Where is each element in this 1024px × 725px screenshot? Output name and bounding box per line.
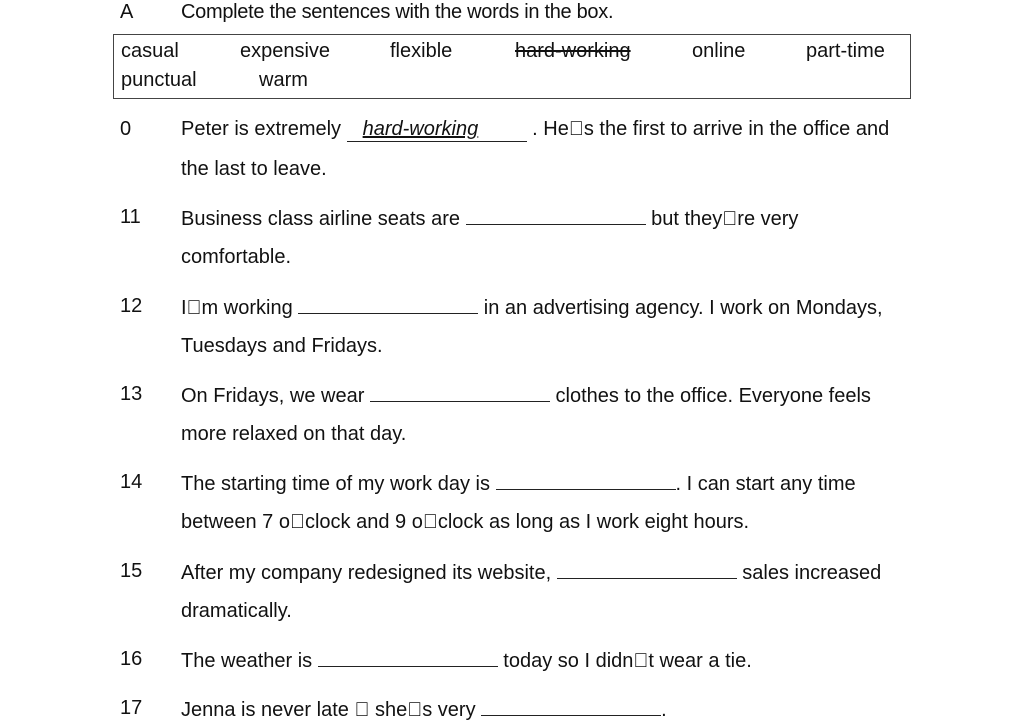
- sentence-start: Business class airline seats are: [181, 208, 466, 230]
- question-number: 16: [120, 648, 143, 670]
- instruction-heading: Complete the sentences with the words in the box.: [181, 1, 614, 23]
- word-box-item: punctual: [121, 69, 197, 91]
- question-sentence-continued: dramatically.: [181, 600, 292, 622]
- question-number: 11: [120, 206, 141, 228]
- answer-example: [347, 118, 527, 142]
- answer-blank[interactable]: [496, 471, 676, 490]
- question-number: 13: [120, 383, 143, 405]
- question-number: 0: [120, 118, 132, 140]
- sentence-end: . He s the first to arrive in the office and: [526, 118, 890, 140]
- question-sentence-continued: Tuesdays and Fridays.: [181, 335, 383, 357]
- question-number: 14: [120, 471, 143, 493]
- sentence-start: After my company redesigned its website,: [181, 562, 557, 584]
- question-sentence-continued: between 7 o clock and 9 o clock as long as I work eight hours.: [181, 511, 750, 533]
- sentence-start: The starting time of my work day is: [181, 473, 496, 495]
- answer-blank[interactable]: [318, 648, 498, 667]
- question-sentence-continued: comfortable.: [181, 246, 292, 268]
- sentence-end: in an advertising agency. I work on Mondays,: [478, 297, 883, 319]
- sentence-end: but they re very: [645, 208, 799, 230]
- word-box-item: expensive: [240, 40, 331, 62]
- sentence-end: sales increased: [736, 562, 882, 584]
- word-box-item: flexible: [390, 40, 453, 62]
- question-sentence: [181, 206, 798, 231]
- question-sentence-continued: the last to leave.: [181, 158, 327, 180]
- question-sentence: [181, 118, 889, 142]
- sentence-end: .: [661, 699, 667, 721]
- answer-blank[interactable]: [466, 206, 646, 225]
- sentence-start: I m working: [181, 297, 299, 319]
- question-number: 17: [120, 697, 143, 719]
- question-sentence: [181, 560, 881, 585]
- question-number: 15: [120, 560, 143, 582]
- question-sentence: [181, 648, 752, 673]
- question-sentence: [181, 295, 883, 320]
- sentence-end: . I can start any time: [675, 473, 856, 495]
- sentence-start: On Fridays, we wear: [181, 385, 370, 407]
- sentence-start: Jenna is never late   she s very: [181, 699, 482, 721]
- answer-blank[interactable]: [481, 697, 661, 716]
- answer-blank[interactable]: [298, 295, 478, 314]
- sentence-start: Peter is extremely: [181, 118, 347, 140]
- sentence-start: The weather is: [181, 650, 318, 672]
- sentence-end: clothes to the office. Everyone feels: [549, 385, 871, 407]
- word-box-item-used: hard-working: [515, 40, 631, 62]
- question-sentence: [181, 697, 667, 722]
- question-sentence: [181, 471, 856, 496]
- sentence-end: today so I didn t wear a tie.: [497, 650, 752, 672]
- question-sentence: [181, 383, 871, 408]
- word-box: [113, 34, 911, 99]
- word-box-item: warm: [259, 69, 308, 91]
- question-number: 12: [120, 295, 143, 317]
- answer-blank[interactable]: [370, 383, 550, 402]
- answer-blank[interactable]: [557, 560, 737, 579]
- word-box-item: online: [692, 40, 746, 62]
- section-letter: A: [120, 1, 134, 23]
- answer-text: hard-working: [362, 118, 479, 140]
- question-sentence-continued: more relaxed on that day.: [181, 423, 407, 445]
- word-box-item: part-time: [806, 40, 885, 62]
- word-box-item: casual: [121, 40, 179, 62]
